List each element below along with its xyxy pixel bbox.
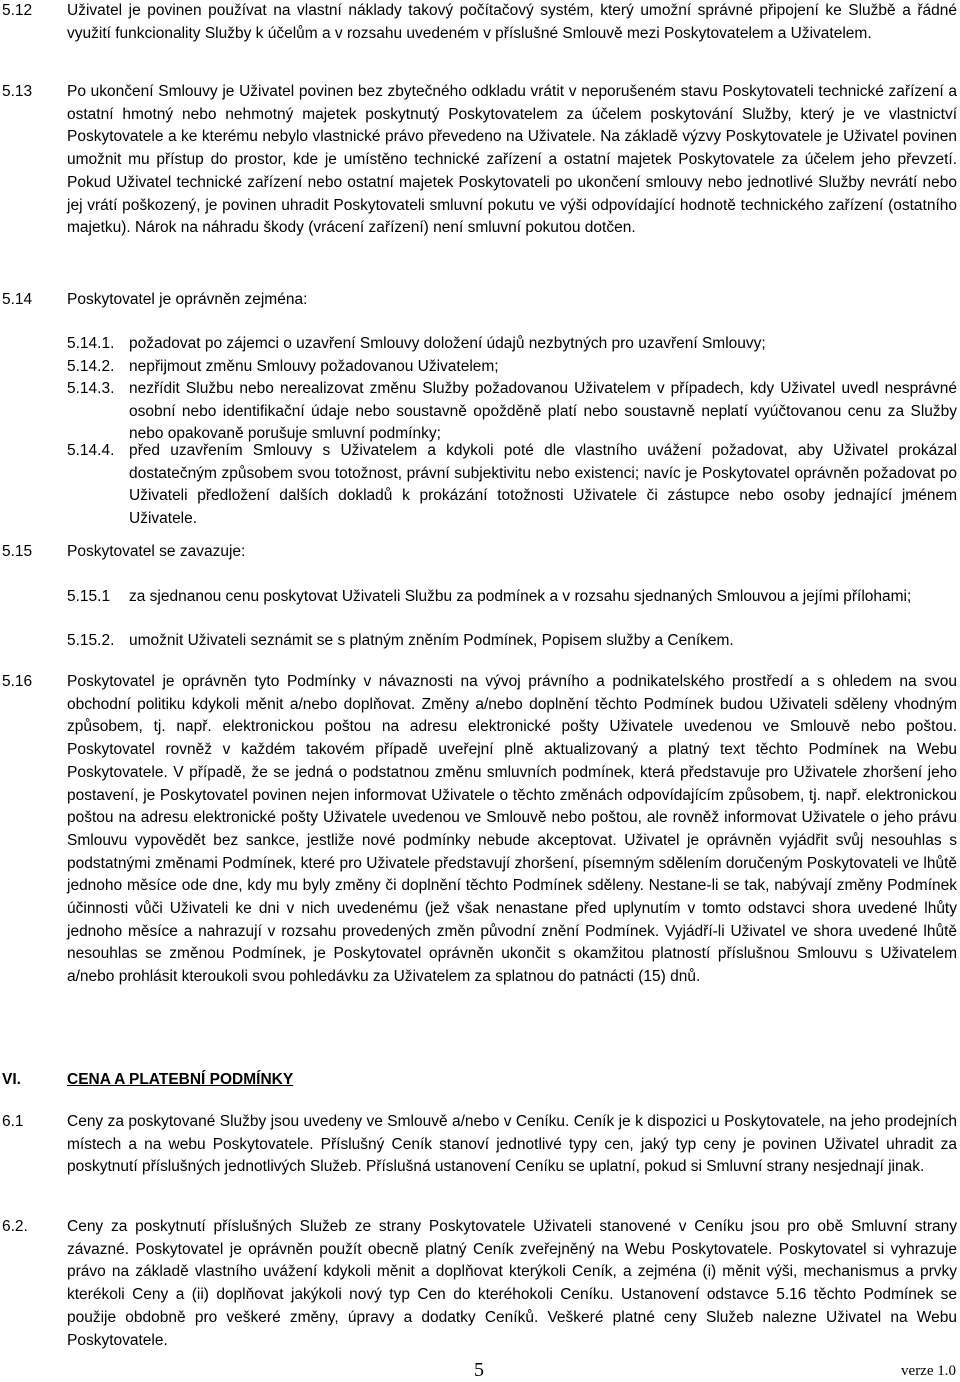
list-item-number: 5.14.2. — [67, 358, 115, 375]
list-item-number: 5.14.4. — [67, 442, 115, 459]
paragraph-text: Ceny za poskytované Služby jsou uvedeny ve Smlouvě a/nebo v Ceníku. Ceník je k dispozici u Poskytovatele, na jeho prodejních místech a na webu Poskytovatele. Příslušný Ceník stanoví jednotlivé typy cen, jaký typ ceny je povinen Uživatel uhradit za poskytnutí příslušných jednotlivých Služeb. Příslušná ustanovení Ceníku se uplatní, pokud si Smluvní strany nesjednají jinak. — [67, 1113, 957, 1176]
section-number: VI. — [2, 1071, 21, 1088]
document-version: verze 1.0 — [901, 1363, 956, 1379]
list-item-text: nezřídit Službu nebo nerealizovat změnu Služby požadovanou Uživatelem v případech, kdy Uživatel uvedl nesprávné osobní nebo identifikační údaje nebo soustavně opožděně platí nebo soustavně neplatí vyúčtovanou cenu za Služby nebo opakovaně porušuje smluvní podmínky; — [129, 380, 957, 443]
list-item-number: 5.14.1. — [67, 335, 115, 352]
paragraph-text: Ceny za poskytnutí příslušných Služeb ze strany Poskytovatele Uživateli stanovené v Ceníku jsou pro obě Smluvní strany závazné. Poskytovatel je oprávněn použít obecně platný Ceník zveřejněný na Webu Poskytovatele. Poskytovatel si vyhrazuje právo na základě vlastního uvážení kdykoli měnit a doplňovat kterýkoli Ceník, a zejména (i) měnit výši, mechanismus a prvky kterékoli Ceny a (ii) doplňovat jakýkoli nový typ Cen do kteréhokoli Ceníku. Ustanovení odstavce 5.16 těchto Podmínek se použije obdobně pro veškeré změny, úpravy a dodatky Ceníků. Veškeré platné ceny Služeb nalezne Uživatel na Webu Poskytovatele. — [67, 1218, 957, 1349]
paragraph-text: Uživatel je povinen používat na vlastní náklady takový počítačový systém, který umožní správné připojení ke Službě a řádné využití funkcionality Služby k účelům a v rozsahu uvedeném v příslušné Smlouvě mezi Poskytovatelem a Uživatelem. — [67, 2, 957, 42]
paragraph-number: 5.15 — [2, 543, 33, 560]
list-item-text: umožnit Uživateli seznámit se s platným zněním Podmínek, Popisem služby a Ceníkem. — [129, 632, 734, 649]
list-item-number: 5.15.2. — [67, 632, 115, 649]
list-item-text: za sjednanou cenu poskytovat Uživateli Službu za podmínek a v rozsahu sjednaných Smlouvou a jejími přílohami; — [129, 588, 912, 605]
list-item-number: 5.15.1 — [67, 588, 111, 605]
paragraph-number: 6.2. — [2, 1218, 28, 1235]
page-number: 5 — [474, 1359, 484, 1381]
paragraph-text: Poskytovatel je oprávněn zejména: — [67, 291, 308, 308]
paragraph-number: 5.16 — [2, 673, 33, 690]
paragraph-text: Poskytovatel se zavazuje: — [67, 543, 246, 560]
list-item-text: nepřijmout změnu Smlouvy požadovanou Uživatelem; — [129, 358, 499, 375]
list-item-number: 5.14.3. — [67, 380, 115, 397]
paragraph-text: Poskytovatel je oprávněn tyto Podmínky v návaznosti na vývoj právního a podnikatelského prostředí a s ohledem na svou obchodní politiku kdykoli měnit a/nebo doplňovat. Změny a/nebo doplnění těchto Podmínek budou Uživateli sděleny vhodným způsobem, tj. např. elektronickou poštou na adresu elektronické pošty Uživatele uvedenou ve Smlouvě nebo poštou. Poskytovatel rovněž v každém takovém případě uveřejní plně aktualizovaný a platný text těchto Podmínek na Webu Poskytovatele. V případě, že se jedná o podstatnou změnu smluvních podmínek, která představuje pro Uživatele zhoršení jeho postavení, je Poskytovatel povinen nejen informovat Uživatele o těchto změnách odpovídajícím způsobem, tj. např. elektronickou poštou na adresu elektronické pošty Uživatele uvedenou ve Smlouvě nebo poštou, ale rovněž informovat Uživatele o jeho právu Smlouvu vypovědět bez sankce, jestliže nové podmínky nebude akceptovat. Uživatel je oprávněn vyjádřit svůj nesouhlas s podstatnými změnami Podmínek, které pro Uživatele představují zhoršení, písemným sdělením doručeným Poskytovateli ve lhůtě jednoho měsíce ode dne, kdy mu byly změny či doplnění těchto Podmínek sděleny. Nestane-li se tak, nabývají změny Podmínek účinnosti vůči Uživateli ke dni v nich uvedenému (jež však nenastane před uplynutím v tomto odstavci shora uvedené lhůty jednoho měsíce a nahrazují v rozsahu provedených změn původní znění Podmínek. Vyjádří-li Uživatel ve shora uvedené lhůtě nesouhlas se změnou Podmínek, je Poskytovatel oprávněn ukončit s okamžitou platností příslušnou Smlouvu s Uživatelem a/nebo prohlásit kteroukoli svou pohledávku za Uživatelem za splatnou do patnácti (15) dnů. — [67, 673, 957, 986]
paragraph-number: 5.13 — [2, 83, 33, 100]
list-item-text: požadovat po zájemci o uzavření Smlouvy doložení údajů nezbytných pro uzavření Smlouvy; — [129, 335, 766, 352]
list-item-text: před uzavřením Smlouvy s Uživatelem a kdykoli poté dle vlastního uvážení požadovat, aby Uživatel prokázal dostatečným způsobem svou totožnost, právní subjektivitu nebo existenci; navíc je Poskytovatel oprávněn požadovat po Uživateli předložení dalších dokladů k prokázání totožnosti Uživatele či zástupce nebo osoby jednající jménem Uživatele. — [129, 442, 957, 528]
section-title: CENA A PLATEBNÍ PODMÍNKY — [67, 1071, 294, 1088]
paragraph-number: 6.1 — [2, 1113, 24, 1130]
paragraph-number: 5.12 — [2, 2, 33, 19]
paragraph-number: 5.14 — [2, 291, 33, 308]
paragraph-text: Po ukončení Smlouvy je Uživatel povinen bez zbytečného odkladu vrátit v neporušeném stavu Poskytovateli technické zařízení a ostatní hmotný nebo nehmotný majetek poskytnutý Poskytovatelem za účelem poskytování Služby, který je ve vlastnictví Poskytovatele a ke kterému nebylo vlastnické právo převedeno na Uživatele. Na základě výzvy Poskytovatele je Uživatel povinen umožnit mu přístup do prostor, kde je umístěno technické zařízení a ostatní majetek Poskytovatele za účelem jeho převzetí. Pokud Uživatel technické zařízení nebo ostatní majetek Poskytovateli po ukončení smlouvy nebo jednotlivé Služby nevrátí nebo jej vrátí poškozený, je povinen uhradit Poskytovateli smluvní pokutu ve výši odpovídající hodnotě technického zařízení (ostatního majetku). Nárok na náhradu škody (vrácení zařízení) není smluvní pokutou dotčen. — [67, 83, 957, 237]
